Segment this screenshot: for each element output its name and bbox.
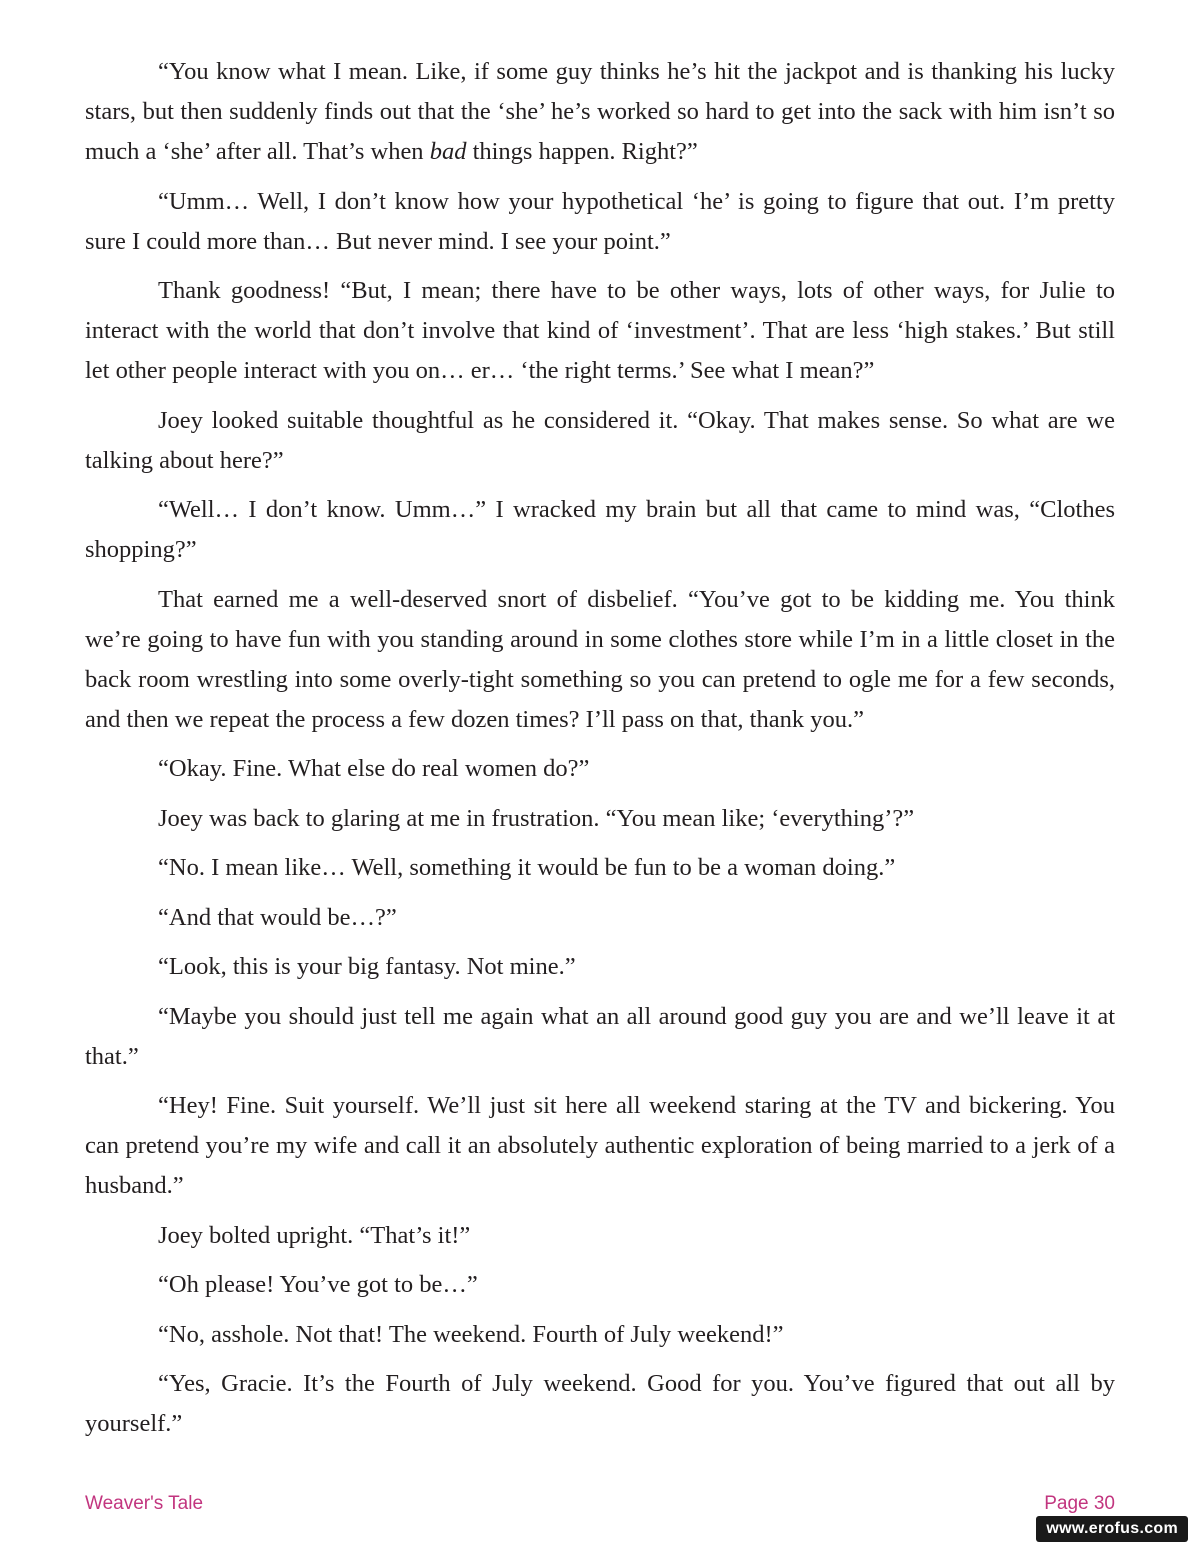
footer-book-title: Weaver's Tale xyxy=(85,1493,204,1514)
paragraph: “Hey! Fine. Suit yourself. We’ll just sit here all weekend staring at the TV and bickering. You can pretend you’re my wife and call it an absolutely authentic exploration of being married to a jerk of a husband.” xyxy=(85,1092,1115,1199)
paragraph: Thank goodness! “But, I mean; there have to be other ways, lots of other ways, for Julie to interact with the world that don’t involve that kind of ‘investment’. That are less ‘high stakes.’ But still let other people interact with you on… er… ‘the right terms.’ See what I mean?” xyxy=(85,277,1115,384)
paragraph: “Yes, Gracie. It’s the Fourth of July weekend. Good for you. You’ve figured that out all by yourself.” xyxy=(85,1370,1115,1437)
paragraph: Joey looked suitable thoughtful as he considered it. “Okay. That makes sense. So what are we talking about here?” xyxy=(85,406,1115,474)
paragraph: “Well… I don’t know. Umm…” I wracked my brain but all that came to mind was, “Clothes shopping?” xyxy=(85,496,1115,563)
paragraph: “Okay. Fine. What else do real women do?” xyxy=(158,755,590,782)
paragraph: “You know what I mean. Like, if some guy thinks he’s hit the jackpot and is thanking his lucky stars, but then suddenly finds out that the ‘she’ he’s worked so hard to get into the sack with him isn’t so much a ‘she’ after all. That’s when bad things happen. Right?” xyxy=(85,58,1115,165)
paragraph: That earned me a well-deserved snort of disbelief. “You’ve got to be kidding me. You think we’re going to have fun with you standing around in some clothes store while I’m in a little closet in the back room wrestling into some overly-tight something so you can pretend to ogle me for a few seconds, and then we repeat the process a few dozen times? I’ll pass on that, thank you.” xyxy=(85,585,1115,733)
footer-page-number: Page 30 xyxy=(1044,1493,1115,1514)
paragraph: “Oh please! You’ve got to be…” xyxy=(158,1271,478,1298)
page-body xyxy=(85,52,1115,1454)
paragraph: Joey bolted upright. “That’s it!” xyxy=(158,1221,471,1249)
paragraph: “No, asshole. Not that! The weekend. Fourth of July weekend!” xyxy=(158,1320,784,1348)
watermark: www.erofus.com xyxy=(1036,1516,1188,1542)
paragraph: “And that would be…?” xyxy=(158,903,397,931)
paragraph: “Look, this is your big fantasy. Not mine.” xyxy=(158,953,576,980)
paragraph: “No. I mean like… Well, something it would be fun to be a woman doing.” xyxy=(158,854,896,881)
paragraph: “Maybe you should just tell me again what an all around good guy you are and we’ll leave it at that.” xyxy=(85,1002,1115,1070)
paragraph: Joey was back to glaring at me in frustration. “You mean like; ‘everything’?” xyxy=(158,804,915,832)
paragraph: “Umm… Well, I don’t know how your hypothetical ‘he’ is going to figure that out. I’m pretty sure I could more than… But never mind. I see your point.” xyxy=(85,187,1115,255)
